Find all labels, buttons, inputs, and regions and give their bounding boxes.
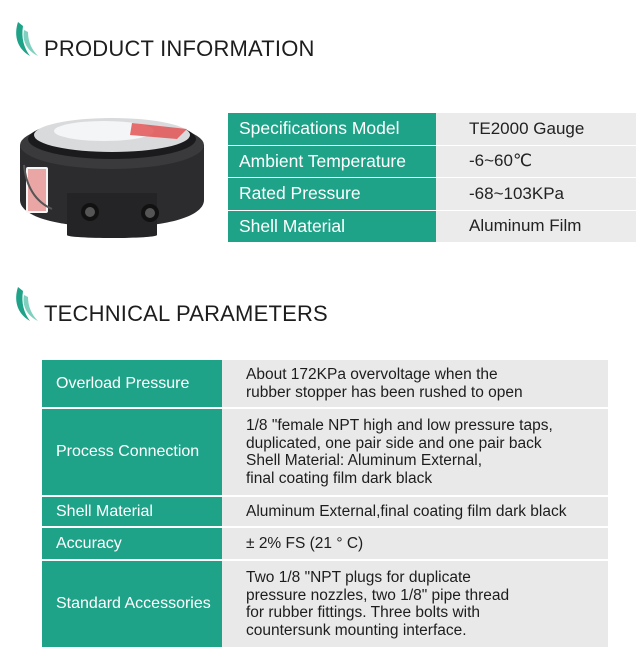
spec-label: Rated Pressure: [228, 178, 436, 211]
tech-value: ± 2% FS (21 ° C): [222, 528, 608, 559]
spec-row: [228, 146, 636, 179]
section-title: TECHNICAL PARAMETERS: [44, 301, 328, 326]
specifications-table: [228, 113, 636, 243]
product-image: [12, 105, 212, 245]
spec-row: [228, 113, 636, 146]
tech-row: [42, 497, 608, 526]
tech-label: Shell Material: [42, 497, 222, 526]
spec-value: TE2000 Gauge: [436, 113, 636, 146]
spec-value: -6~60℃: [436, 146, 636, 179]
swoosh-icon: [12, 285, 42, 325]
tech-label: Process Connection: [42, 409, 222, 495]
tech-label: Standard Accessories: [42, 561, 222, 647]
spec-value: -68~103KPa: [436, 178, 636, 211]
tech-value: About 172KPa overvoltage when the rubber stopper has been rushed to open: [222, 360, 608, 407]
pressure-gauge-icon: [12, 105, 212, 245]
spec-row: [228, 178, 636, 211]
tech-row: [42, 360, 608, 407]
spec-value: Aluminum Film: [436, 211, 636, 244]
tech-row: [42, 528, 608, 559]
swoosh-icon: [12, 20, 42, 60]
technical-parameters-heading: [12, 285, 328, 325]
tech-row: [42, 409, 608, 495]
spec-row: [228, 211, 636, 244]
section-title: PRODUCT INFORMATION: [44, 36, 315, 61]
tech-value: 1/8 "female NPT high and low pressure taps, duplicated, one pair side and one pair back Shell Material: Aluminum External, final coating film dark black: [222, 409, 608, 495]
spec-label: Ambient Temperature: [228, 146, 436, 179]
tech-value: Two 1/8 "NPT plugs for duplicate pressure nozzles, two 1/8" pipe thread for rubber fittings. Three bolts with countersunk mounting interface.: [222, 561, 608, 647]
technical-parameters-table: [42, 360, 608, 649]
product-information-heading: [12, 20, 315, 60]
tech-value: Aluminum External,final coating film dark black: [222, 497, 608, 526]
tech-row: [42, 561, 608, 647]
tech-label: Accuracy: [42, 528, 222, 559]
tech-label: Overload Pressure: [42, 360, 222, 407]
spec-label: Shell Material: [228, 211, 436, 244]
spec-label: Specifications Model: [228, 113, 436, 146]
